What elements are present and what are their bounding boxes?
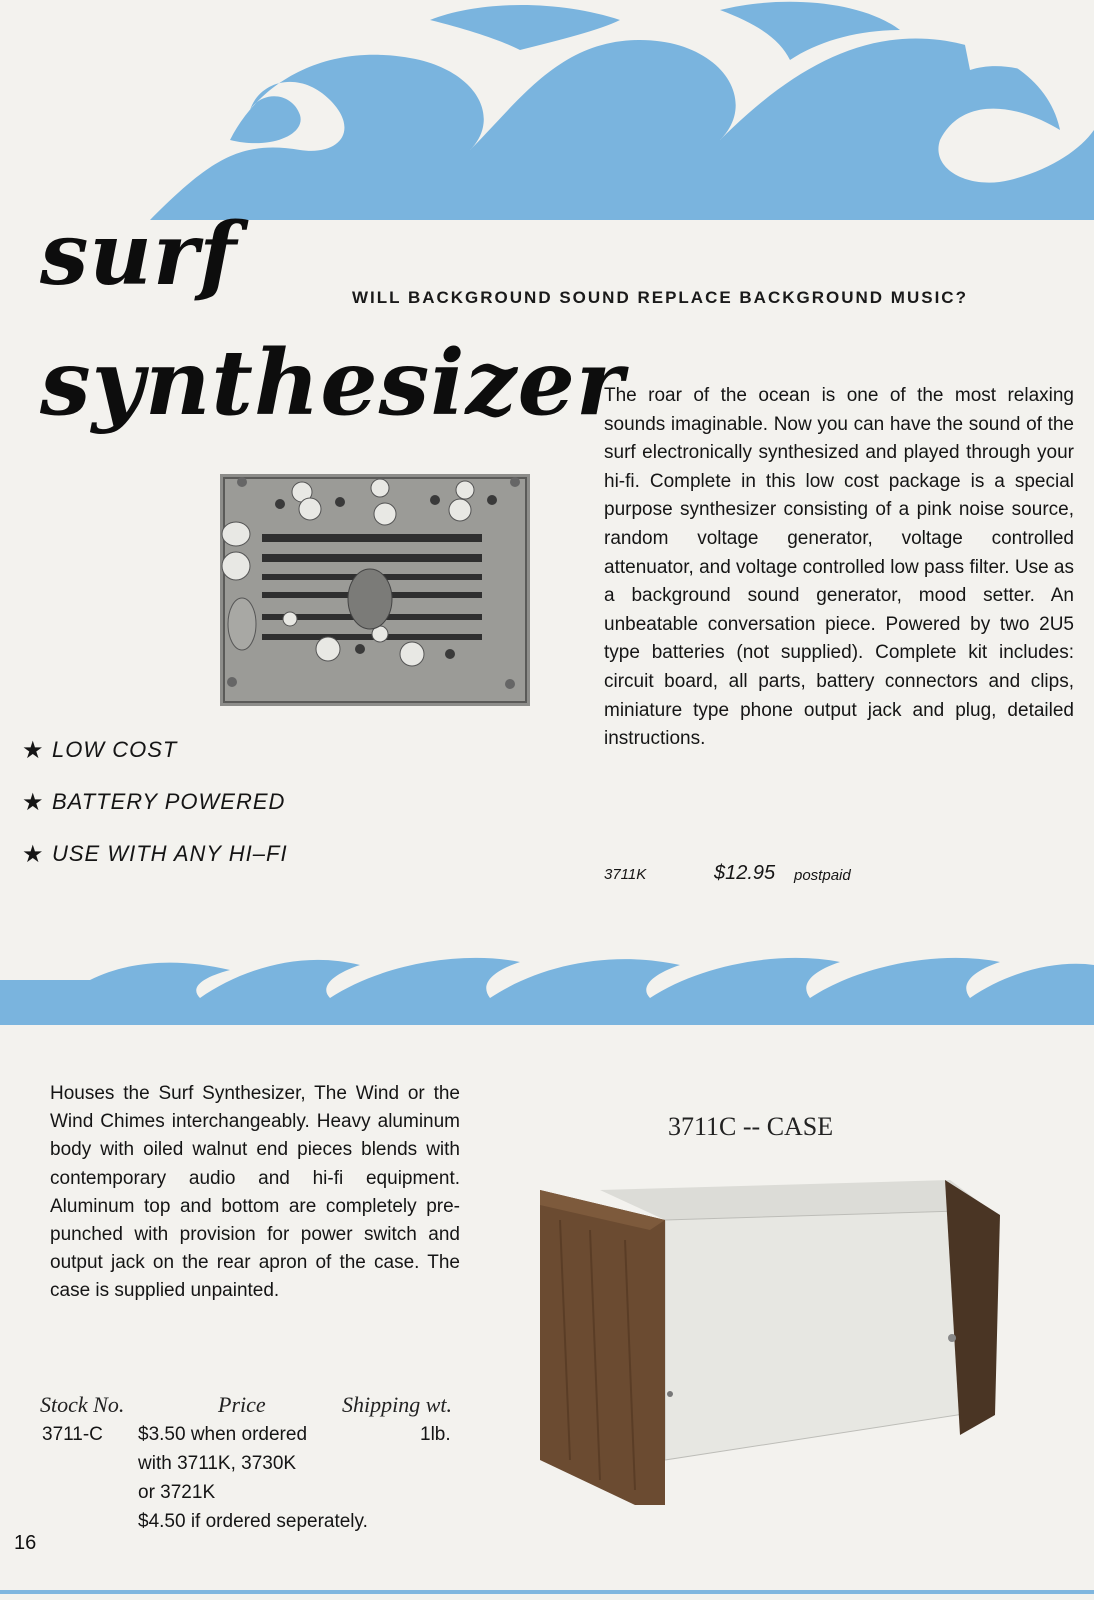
star-bullet-icon: ★ [22, 788, 45, 816]
case-shipping-weight: 1lb. [420, 1424, 451, 1445]
feature-item [22, 776, 288, 828]
synth-stock-number: 3711K [604, 866, 647, 883]
title-synthesizer: synthesizer [40, 330, 625, 436]
case-price-line: with 3711K, 3730K [138, 1453, 297, 1474]
case-price-line: or 3721K [138, 1482, 216, 1503]
feature-label: USE WITH ANY HI–FI [52, 841, 288, 866]
title-surf: surf [40, 204, 238, 305]
price-header: Price [218, 1392, 266, 1417]
feature-list [22, 724, 288, 880]
synthesizer-description: The roar of the ocean is one of the most relaxing sounds imaginable. Now you can have the sound of the surf electronically synthesized and played through your hi-fi. Complete in this low cost package is a special purpose synthesizer consisting of a pink noise source, random voltage generator, voltage controlled attenuator, and voltage controlled low pass filter. Use as a background sound generator, mood setter. An unbeatable conversation piece. Powered by two 2U5 type batteries (not supplied). Complete kit includes: circuit board, all parts, battery connectors and clips, miniature type phone output jack and plug, detailed instructions. [604, 385, 1074, 750]
page-number: 16 [14, 1532, 37, 1554]
synth-price: $12.95 [714, 862, 776, 884]
case-photo [540, 1160, 1020, 1505]
shipping-header: Shipping wt. [342, 1392, 453, 1417]
circuit-board-photo [220, 474, 530, 706]
star-bullet-icon: ★ [22, 736, 45, 764]
case-price-line: $4.50 if ordered seperately. [138, 1511, 368, 1532]
case-description: Houses the Surf Synthesizer, The Wind or the Wind Chimes interchangeably. Heavy aluminum body with oiled walnut end pieces blends with contemporary audio and hi-fi equipment. Aluminum top and bottom are completely pre-punched with provision for power switch and output jack on the rear apron of the case. The case is supplied unpainted. [50, 1083, 460, 1302]
feature-item [22, 724, 288, 776]
feature-label: BATTERY POWERED [52, 789, 286, 814]
case-label: 3711C -- CASE [668, 1112, 834, 1141]
stock-header: Stock No. [40, 1392, 125, 1417]
feature-item [22, 828, 288, 880]
feature-label: LOW COST [52, 737, 178, 762]
headline: WILL BACKGROUND SOUND REPLACE BACKGROUND MUSIC? [352, 288, 968, 307]
case-stock-number: 3711-C [42, 1424, 103, 1445]
case-price-line: $3.50 when ordered [138, 1424, 308, 1445]
synth-price-note: postpaid [794, 867, 851, 884]
middle-wave-decoration [0, 940, 1094, 1050]
bottom-rule [0, 1590, 1094, 1594]
star-bullet-icon: ★ [22, 840, 45, 868]
synth-order-line [604, 862, 904, 888]
